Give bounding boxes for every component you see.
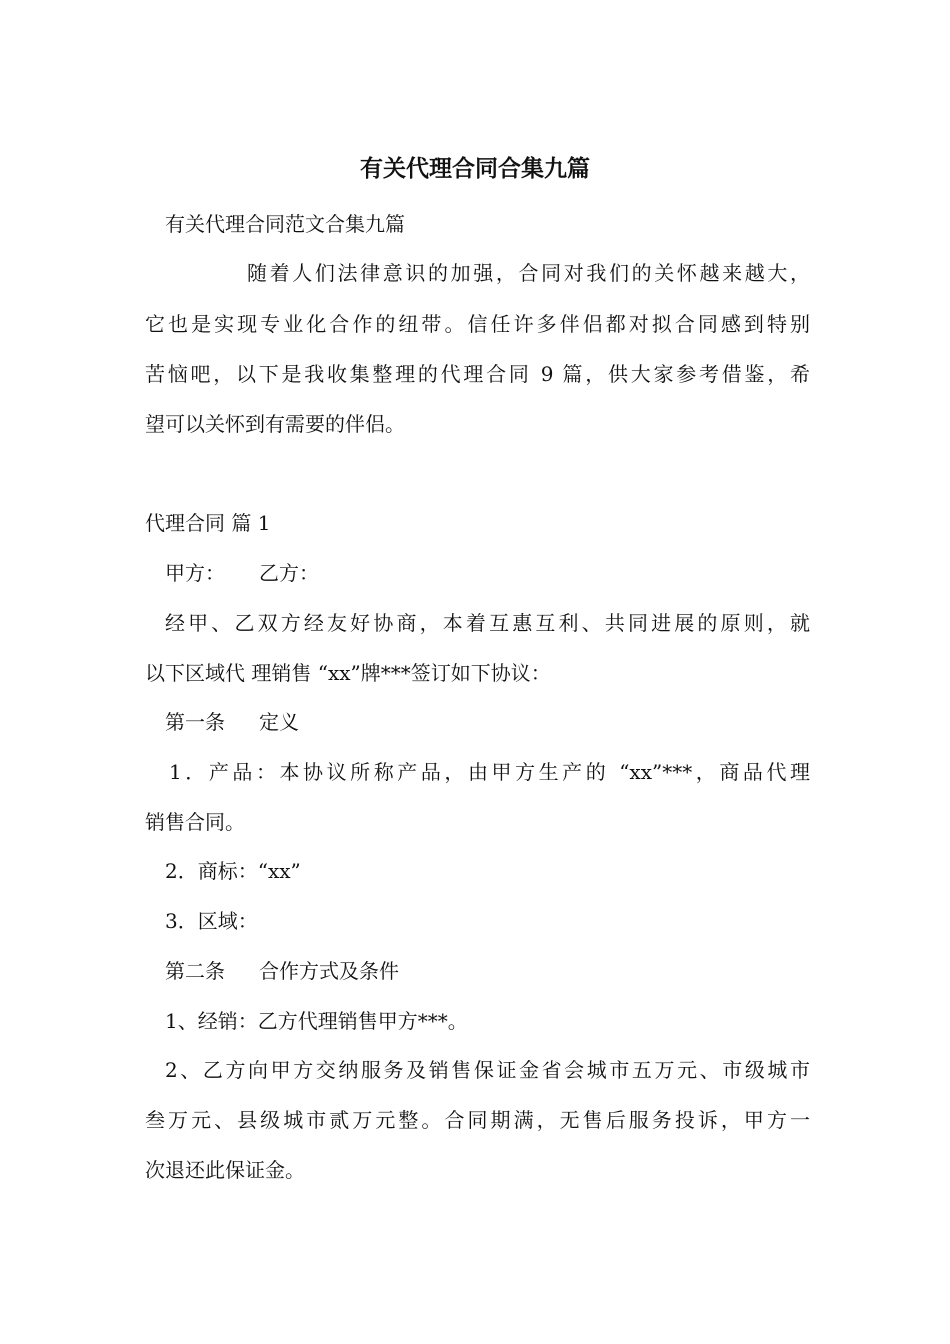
document-title: 有关代理合同合集九篇 — [360, 156, 590, 182]
article-1-name: 定义 — [259, 710, 299, 734]
document-subtitle: 有关代理合同范文合集九篇 — [165, 212, 405, 236]
parties-line — [145, 558, 810, 588]
item1-line-3: 2．商标：“xx” — [165, 859, 301, 883]
intro-line-1: 随着人们法律意识的加强，合同对我们的关怀越来越大， — [247, 261, 810, 285]
item2-line-2: 2、乙方向甲方交纳服务及销售保证金省会城市五万元、市级城市 — [165, 1058, 810, 1082]
item2-line-1: 1、经销：乙方代理销售甲方***。 — [165, 1009, 468, 1033]
article-1-number: 第一条 — [165, 710, 225, 734]
article-2-number: 第二条 — [165, 959, 225, 983]
item1-line-2: 销售合同。 — [145, 810, 245, 834]
article-1-heading — [145, 707, 810, 737]
party-b-label: 乙方： — [259, 561, 319, 585]
intro-line-2: 它也是实现专业化合作的纽带。信任许多伴侣都对拟合同感到特别 — [145, 312, 810, 336]
preamble-line-2: 以下区域代 理销售 “xx”牌***签订如下协议： — [145, 661, 551, 685]
intro-line-4: 望可以关怀到有需要的伴侣。 — [145, 412, 405, 436]
item1-line-1: 1．产品：本协议所称产品，由甲方生产的 “xx”***，商品代理 — [169, 760, 810, 784]
party-a-label: 甲方： — [165, 561, 225, 585]
article-2-heading — [145, 956, 810, 986]
article-2-name: 合作方式及条件 — [259, 959, 399, 983]
preamble-line-1: 经甲、乙双方经友好协商，本着互惠互利、共同进展的原则，就 — [165, 611, 810, 635]
item2-line-3: 叁万元、县级城市贰万元整。合同期满，无售后服务投诉，甲方一 — [145, 1108, 810, 1132]
section-heading: 代理合同 篇 1 — [145, 511, 271, 535]
item2-line-4: 次退还此保证金。 — [145, 1158, 305, 1182]
item1-line-4: 3．区域： — [165, 909, 258, 933]
intro-line-3: 苦恼吧，以下是我收集整理的代理合同 9 篇，供大家参考借鉴，希 — [145, 362, 810, 386]
